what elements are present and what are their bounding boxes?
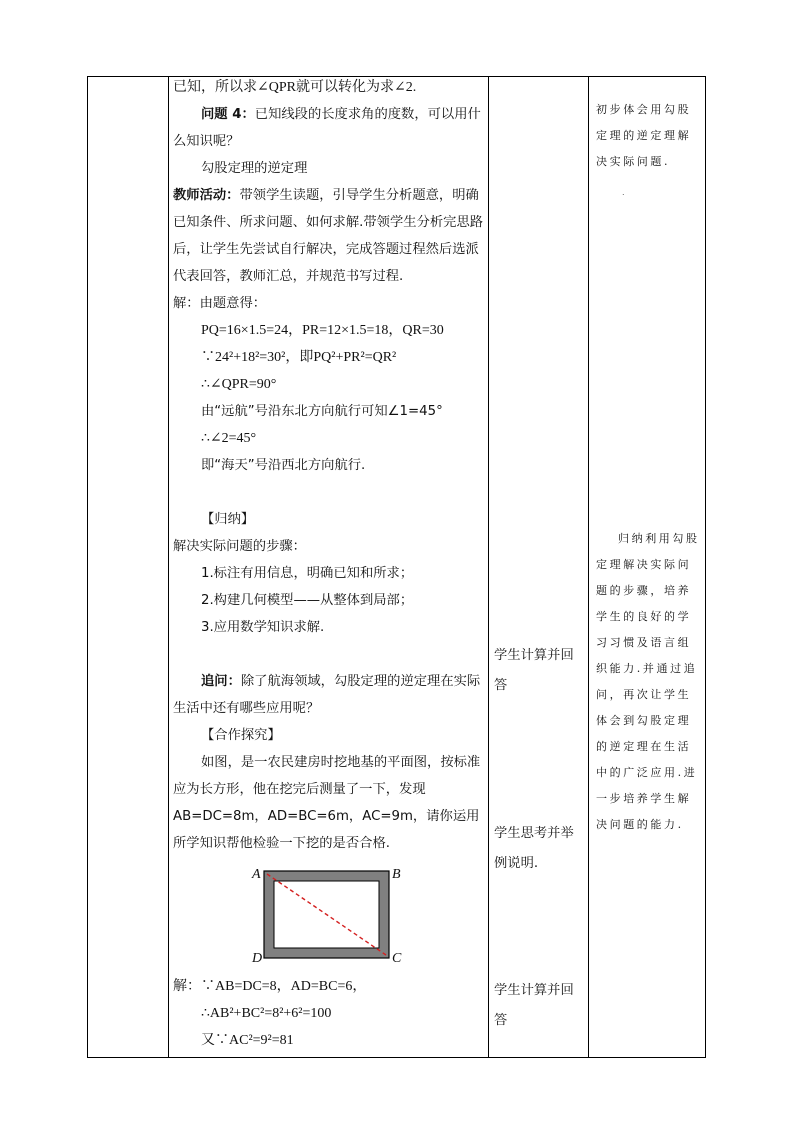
column-divider [168,76,169,1058]
design-intent-2: 归纳利用勾股定理解决实际问题的步骤，培养学生的良好的学习习惯及语言组织能力.并通过追问，再次让学生体会到勾股定理的逆定理在生活中的广泛应用.进一步培养学生解决问题的能力. [596,532,700,831]
cooperation-heading: 【合作探究】 [201,728,281,743]
solution-step: PQ=16×1.5=24，PR=12×1.5=18，QR=30 [201,323,444,338]
text-line: 已知，所以求∠QPR就可以转化为求∠2. [173,80,417,95]
solution-step: 又∵AC²=9²=81 [201,1033,294,1048]
teaching-process-column [173,74,485,857]
summary-step: 1.标注有用信息，明确已知和所求； [201,566,414,581]
follow-up-label: 追问： [201,674,241,689]
design-intent-1: 初步体会用勾股定理的逆定理解决实际问题. [596,103,692,168]
question-text: 已知线段的长度求角的度数，可以用什么知识呢？ [173,107,481,149]
verification-solution [173,973,485,1054]
solution-label: 解：由题意得： [173,296,267,311]
student-activity-1: 学生计算并回答 [494,648,574,693]
student-activity-3: 学生计算并回答 [494,983,574,1028]
student-activity-2: 学生思考并举例说明. [494,826,574,871]
solution-step: ∴∠2=45° [201,431,257,446]
vertex-label-b: B [392,867,401,882]
teacher-activity [173,182,485,290]
summary-step: 2.构建几何模型——从整体到局部； [201,593,414,608]
solution-step: ∴∠QPR=90° [201,377,277,392]
teacher-activity-label: 教师活动： [173,188,240,203]
teacher-activity-text: 带领学生读题，引导学生分析题意，明确已知条件、所求问题、如何求解.带领学生分析完思路后，让学生先尝试自行解决，完成答题过程然后选派代表回答，教师汇总，并规范书写过程. [173,188,484,284]
solution-step: ∵24²+18²=30²，即PQ²+PR²=QR² [201,350,397,365]
solution-step: 由“远航”号沿东北方向航行可知∠1=45° [201,404,443,419]
vertex-label-c: C [392,951,402,966]
cooperation-problem: 如图，是一农民建房时挖地基的平面图，按标准应为长方形，他在挖完后测量了一下，发现AB=DC=8m，AD=BC=6m，AC=9m，请你运用所学知识帮他检验一下挖的是否合格. [173,755,481,851]
summary-step: 3.应用数学知识求解. [201,620,325,635]
question-answer: 勾股定理的逆定理 [201,161,308,176]
question-label: 问题 4： [201,107,255,122]
summary-heading: 【归纳】 [201,512,255,527]
question-4 [173,101,485,155]
vertex-label-a: A [252,867,261,882]
solution-step: ∴AB²+BC²=8²+6²=100 [201,1006,332,1021]
column-divider [588,76,589,1058]
follow-up-question [173,668,485,722]
follow-up-text: 除了航海领域，勾股定理的逆定理在实际生活中还有哪些应用呢？ [173,674,481,716]
column-divider [488,76,489,1058]
summary-intro: 解决实际问题的步骤： [173,539,306,554]
foundation-figure [250,862,410,966]
solution-step: 即“海天”号沿西北方向航行. [201,458,366,473]
vertex-label-d: D [252,951,263,966]
stray-dot: . [622,188,625,197]
solution-step: 解：∵AB=DC=8，AD=BC=6， [173,979,367,994]
